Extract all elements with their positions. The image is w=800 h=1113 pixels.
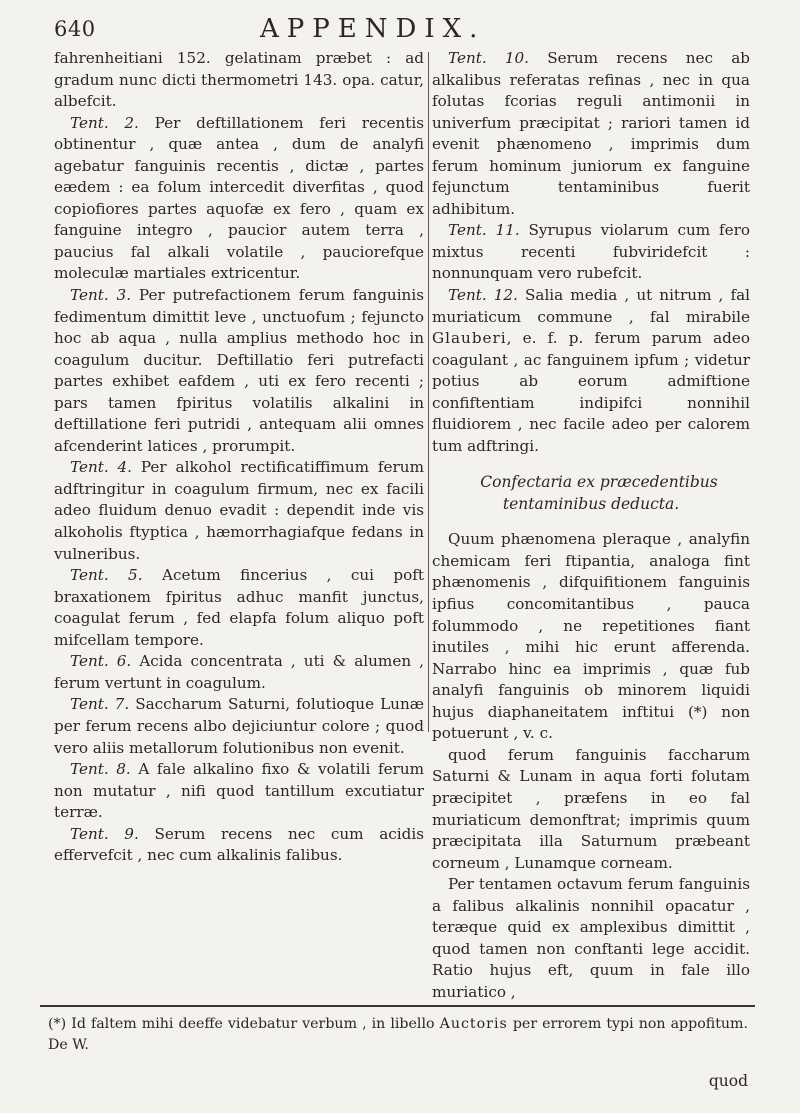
tentamen-text: Per putrefactionem ferum fanguinis fedimentum dimittit leve , unctuofum ; fejuncto hoc ab aqua , nulla amplius methodo hoc in coagulum ducitur. Deftillatio feri putrefacti partes exhibet eafdem , uti ex fero recenti ; pars tamen fpiritus volatilis alkalini in deftillatione feri putridi , antequam alii omnes afcenderint latices , prorumpit. [54, 286, 424, 455]
tentamen-text: Serum recens nec cum acidis effervefcit , nec cum alkalinis falibus. [54, 824, 425, 865]
footnote-author: Auctoris [439, 1016, 508, 1032]
tentamen-label: Tent. 6. [70, 652, 132, 671]
tentamen-label: Tent. 2. [70, 113, 139, 132]
tentamen-label: Tent. 12. [448, 286, 518, 305]
tentamen-4 [54, 457, 424, 565]
paragraph: Quum phænomena pleraque , analyfin chemicam feri ftipantia, analoga fint phænomenis , difquifitionem fanguinis ipfius concomitantibus , pauca folummodo , ne repetitiones fiant inutiles , mihi hic erunt afferenda. Narrabo hinc ea imprimis , quæ fub analyfi fanguinis ob minorem liquidi hujus diaphaneitatem inftitui (*) non potuerunt , v. c. [432, 530, 750, 743]
section-title: Confectaria ex præcedentibus tentaminibus deducta. [480, 473, 718, 514]
running-title: APPENDIX. [260, 14, 486, 44]
tentamen-label: Tent. 11. [448, 221, 520, 240]
left-column [54, 48, 424, 867]
running-head [40, 14, 760, 50]
tentamen-label: Tent. 8. [70, 760, 131, 779]
tentamen-text: Acetum fincerius , cui poft braxationem fpiritus adhuc manfit junctus, coagulat ferum , fed elapfa folum aliquo poft mifcellam tempore. [54, 566, 425, 649]
right-column [432, 48, 750, 1003]
tentamen-label: Tent. 3. [70, 286, 132, 305]
tentamen-5 [54, 565, 424, 651]
paragraph: quod ferum fanguinis faccharum Saturni & Lunam in aqua forti folutam præcipitet , præfens in eo fal muriaticum demonftrat; imprimis quum præcipitata illa Saturnum præbeant corneum , Lunamque corneam. [432, 745, 750, 872]
footnote-rule [40, 1005, 755, 1007]
catchword: quod [708, 1072, 748, 1090]
tentamen-3 [54, 285, 424, 457]
footnote-text: per errorem typi non appofitum. De W. [48, 1016, 749, 1053]
footnote-text: (*) Id faltem mihi deeffe videbatur verbum , in libello [48, 1016, 435, 1032]
tentamen-text: Salia media , ut nitrum , fal muriaticum commune , fal mirabile [432, 286, 750, 326]
tentamen-6 [54, 651, 424, 694]
tentamen-11 [432, 220, 750, 285]
column-divider [428, 52, 429, 732]
page-number: 640 [54, 17, 96, 41]
tentamen-label: Tent. 4. [70, 458, 133, 477]
tentamen-text: Serum recens nec ab alkalibus referatas refinas , nec in qua folutas fcorias reguli antimonii in univerfum præcipitat ; rariori tamen id evenit phænomeno , imprimis dum ferum hominum juniorum ex fanguine fejunctum tentaminibus fuerit adhibitum. [432, 49, 750, 218]
tentamen-text: Acida concentrata , uti & alumen , ferum vertunt in coagulum. [54, 652, 425, 692]
tentamen-label: Tent. 7. [70, 695, 130, 714]
author-name-glauber: Glauberi [432, 329, 507, 348]
footnote [48, 1014, 748, 1056]
tentamen-label: Tent. 5. [70, 566, 143, 585]
paragraph: Per tentamen octavum ferum fanguinis a falibus alkalinis nonnihil opacatur , teræque quid ex amplexibus dimittit , quod tamen non conftanti lege accidit. Ratio hujus eft, quum in fale illo muriatico , [432, 875, 750, 1001]
tentamen-text: Syrupus violarum cum fero mixtus recenti fubviridefcit : nonnunquam vero rubefcit. [432, 221, 750, 283]
tentamen-10 [432, 48, 750, 220]
tentamen-9 [54, 824, 424, 867]
tentamen-text: Per deftillationem feri recentis obtinentur , quæ antea , dum de analyfi agebatur fanguinis recentis , dictæ , partes eædem : ea folum intercedit diverfitas , quod copiofiores partes aquofæ ex fero , quam ex fanguine integro , paucior autem terra , paucius fal alkali volatile , pauciorefque moleculæ martiales extricentur. [54, 113, 425, 283]
tentamen-12 [432, 285, 750, 457]
tentamen-text: Saccharum Saturni, folutioque Lunæ per ferum recens albo dejiciuntur colore ; quod vero aliis metallorum folutionibus non evenit. [54, 695, 425, 757]
tentamen-label: Tent. 10. [448, 49, 529, 67]
paragraph-intro: fahrenheitiani 152. gelatinam præbet : ad gradum nunc dicti thermometri 143. opa. catur, albefcit. [54, 49, 424, 111]
tentamen-text: , e. f. p. ferum parum adeo coagulant , ac fanguinem ipfum ; videtur potius ab eorum admiftione confiftentiam indipifci nonnihil fluidiorem , nec facile adeo per calorem tum adftringi. [432, 329, 750, 455]
tentamen-text: A fale alkalino fixo & volatili ferum non mutatur , nifi quod tantillum excutiatur terræ. [54, 760, 424, 822]
tentamen-text: Per alkohol rectificatiffimum ferum adftringitur in coagulum firmum, nec ex facili adeo fluidum denuo evadit : dependit inde vis alkoholis ftyptica , hæmorrhagiafque fedans in vulneribus. [54, 458, 424, 563]
tentamen-8 [54, 759, 424, 824]
tentamen-7 [54, 694, 424, 759]
tentamen-2 [54, 113, 424, 285]
tentamen-label: Tent. 9. [70, 824, 139, 843]
